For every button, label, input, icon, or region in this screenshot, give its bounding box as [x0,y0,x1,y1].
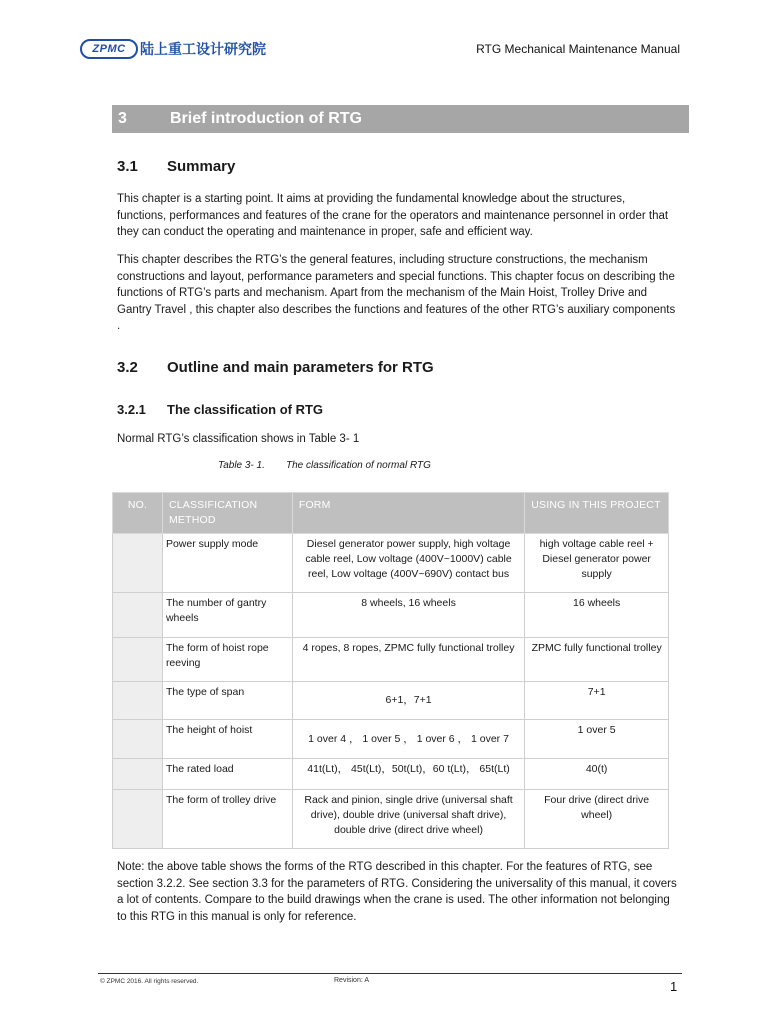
table-header-row [113,493,669,534]
table-row [113,638,669,682]
row-number-cell [113,759,163,790]
table-intro-text: Normal RTG’s classification shows in Table 3- 1 [117,433,360,445]
project-cell: 7+1 [525,682,669,720]
table-caption-number: Table 3- 1. [218,460,265,471]
footer-revision: Revision: A [334,977,370,984]
row-number-cell [113,720,163,759]
zpmc-logo-mark: ZPMC [80,39,138,59]
method-cell: The number of gantry wheels [162,593,292,638]
project-cell: 40(t) [525,759,669,790]
method-cell: The height of hoist [162,720,292,759]
header-classification-method: CLASSIFICATION METHOD [162,493,292,534]
company-logo [80,38,266,60]
table-caption-title: The classification of normal RTG [286,460,431,471]
header-using-in-project: USING IN THIS PROJECT [525,493,669,534]
project-cell: 16 wheels [525,593,669,638]
logo-chinese-text: 陆上重工设计研究院 [140,42,266,58]
manual-title: RTG Mechanical Maintenance Manual [476,42,680,56]
form-cell: 4 ropes, 8 ropes, ZPMC fully functional trolley [292,638,524,682]
table-row [113,534,669,593]
method-cell: The form of trolley drive [162,790,292,849]
section-heading-3-2 [117,359,434,376]
row-number-cell [113,682,163,720]
method-cell: Power supply mode [162,534,292,593]
chapter-heading [112,105,689,133]
row-number-cell [113,638,163,682]
footer-copyright: © ZPMC 2016. All rights reserved. [100,978,199,985]
form-cell: Diesel generator power supply, high voltage cable reel, Low voltage (400V~1000V) cable reel, Low voltage (400V~690V) contact bus [292,534,524,593]
method-cell: The rated load [162,759,292,790]
row-number-cell [113,593,163,638]
form-cell: 8 wheels, 16 wheels [292,593,524,638]
subsection-heading-3-2-1 [117,402,323,417]
form-cell: 41t(Lt)， 45t(Lt)，50t(Lt)，60 t(Lt)， 65t(Lt) [292,759,524,790]
table-note: Note: the above table shows the forms of the RTG described in this chapter. For the features of RTG, see section 3.2.2. See section 3.3 for the parameters of RTG. Considering the universality of this manual, it covers a lot of contents. Compare to the build drawings when the crane is used. The other information not belonging to this RTG in this manual is only for reference. [117,861,677,923]
chapter-title: Brief introduction of RTG [170,110,362,127]
method-cell: The type of span [162,682,292,720]
row-number-cell [113,790,163,849]
footer-divider [98,973,682,974]
header-no: NO. [113,493,163,534]
form-cell: 1 over 4 ， 1 over 5 ， 1 over 6 ， 1 over 7 [292,720,524,759]
subsection-title: The classification of RTG [167,402,324,417]
page-number: 1 [670,979,678,994]
section-number: 3.1 [117,158,138,175]
form-cell: 6+1，7+1 [292,682,524,720]
summary-paragraph-2: This chapter describes the RTG’s the general features, including structure constructions, the mechanism constructions and layout, performance parameters and special functions. This chapter focus on describing the functions of RTG’s parts and mechanism. Apart from the mechanism of the Main Hoist, Trolley Drive and Gantry Travel , this chapter also describes the functions and features of the other RTG’s auxiliary components . [117,254,676,332]
section-title: Summary [167,158,236,175]
project-cell: ZPMC fully functional trolley [525,638,669,682]
classification-table [112,492,669,849]
project-cell: high voltage cable reel + Diesel generator power supply [525,534,669,593]
table-row [113,790,669,849]
table-row [113,682,669,720]
summary-paragraph-1: This chapter is a starting point. It aims at providing the fundamental knowledge about the structures, functions, performances and features of the crane for the operators and maintenance personnel in order that they can conduct the operating and maintenance in proper, safe and efficient way. [117,193,669,238]
page-header [80,36,680,62]
form-cell: Rack and pinion, single drive (universal shaft drive), double drive (universal shaft drive), double drive (direct drive wheel) [292,790,524,849]
section-heading-3-1 [117,158,235,175]
section-title: Outline and main parameters for RTG [167,359,434,376]
subsection-number: 3.2.1 [117,402,146,417]
table-row [113,759,669,790]
project-cell: 1 over 5 [525,720,669,759]
table-caption [218,460,431,471]
chapter-number: 3 [118,110,127,127]
table-row [113,720,669,759]
table-row [113,593,669,638]
row-number-cell [113,534,163,593]
header-form: FORM [292,493,524,534]
section-number: 3.2 [117,359,138,376]
method-cell: The form of hoist rope reeving [162,638,292,682]
project-cell: Four drive (direct drive wheel) [525,790,669,849]
